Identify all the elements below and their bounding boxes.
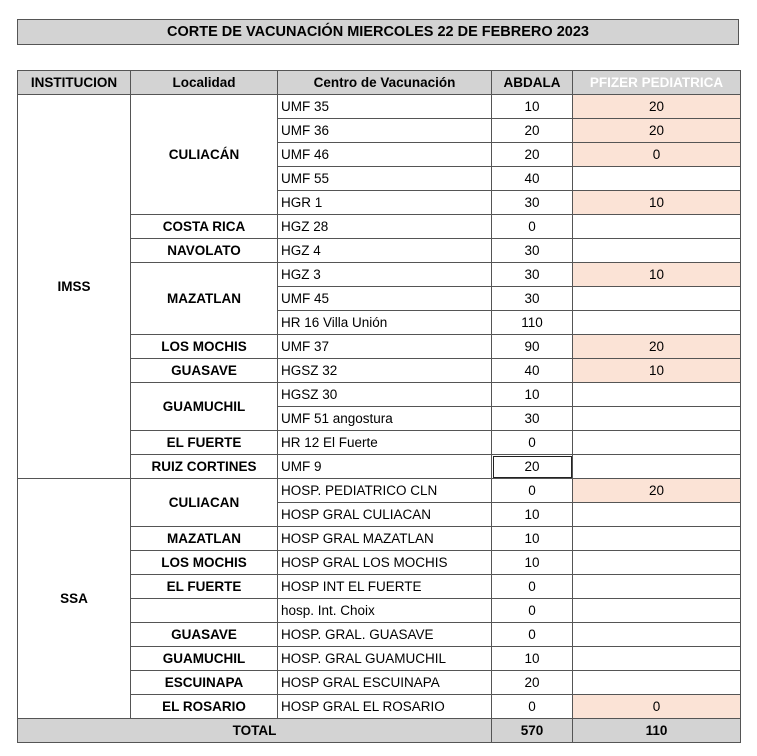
abdala-cell[interactable]: 0: [492, 431, 573, 455]
abdala-cell[interactable]: 0: [492, 695, 573, 719]
center-cell[interactable]: UMF 55: [278, 167, 492, 191]
pfizer-cell[interactable]: 20: [573, 119, 741, 143]
locality-cell[interactable]: EL FUERTE: [131, 575, 278, 599]
center-cell[interactable]: HGZ 28: [278, 215, 492, 239]
abdala-cell[interactable]: 20: [492, 671, 573, 695]
abdala-cell[interactable]: 30: [492, 263, 573, 287]
pfizer-cell[interactable]: [573, 383, 741, 407]
abdala-cell[interactable]: 30: [492, 407, 573, 431]
center-cell[interactable]: HGSZ 32: [278, 359, 492, 383]
total-row: [18, 719, 741, 743]
vaccination-table: [17, 70, 740, 743]
center-cell[interactable]: HOSP. GRAL. GUASAVE: [278, 623, 492, 647]
abdala-cell[interactable]: 0: [492, 479, 573, 503]
center-cell[interactable]: UMF 46: [278, 143, 492, 167]
header-centro[interactable]: Centro de Vacunación: [278, 71, 492, 95]
table-row: [18, 479, 741, 503]
pfizer-cell[interactable]: [573, 623, 741, 647]
pfizer-cell[interactable]: [573, 671, 741, 695]
center-cell[interactable]: HGZ 4: [278, 239, 492, 263]
table-row: [18, 95, 741, 119]
report-title: CORTE DE VACUNACIÓN MIERCOLES 22 DE FEBRERO 2023: [17, 19, 739, 45]
locality-cell[interactable]: GUAMUCHIL: [131, 647, 278, 671]
locality-cell[interactable]: MAZATLAN: [131, 263, 278, 335]
abdala-cell[interactable]: 90: [492, 335, 573, 359]
center-cell[interactable]: HOSP GRAL CULIACAN: [278, 503, 492, 527]
center-cell[interactable]: UMF 9: [278, 455, 492, 479]
total-label[interactable]: TOTAL: [18, 719, 492, 743]
abdala-cell[interactable]: 10: [492, 383, 573, 407]
center-cell[interactable]: UMF 35: [278, 95, 492, 119]
center-cell[interactable]: HOSP GRAL LOS MOCHIS: [278, 551, 492, 575]
center-cell[interactable]: HOSP INT EL FUERTE: [278, 575, 492, 599]
total-abdala[interactable]: 570: [492, 719, 573, 743]
pfizer-cell[interactable]: [573, 599, 741, 623]
pfizer-cell[interactable]: [573, 527, 741, 551]
locality-cell[interactable]: EL FUERTE: [131, 431, 278, 455]
pfizer-cell[interactable]: 10: [573, 263, 741, 287]
abdala-cell[interactable]: 10: [492, 527, 573, 551]
abdala-cell[interactable]: 10: [492, 503, 573, 527]
abdala-cell[interactable]: 0: [492, 215, 573, 239]
pfizer-cell[interactable]: [573, 647, 741, 671]
abdala-cell[interactable]: 40: [492, 359, 573, 383]
pfizer-cell[interactable]: 20: [573, 335, 741, 359]
abdala-cell[interactable]: 10: [492, 95, 573, 119]
center-cell[interactable]: HOSP. GRAL GUAMUCHIL: [278, 647, 492, 671]
abdala-cell[interactable]: 10: [492, 647, 573, 671]
table-header-row: [18, 71, 741, 95]
abdala-cell[interactable]: 30: [492, 287, 573, 311]
abdala-cell[interactable]: 10: [492, 551, 573, 575]
center-cell[interactable]: HR 16 Villa Unión: [278, 311, 492, 335]
pfizer-cell[interactable]: [573, 503, 741, 527]
locality-cell[interactable]: RUIZ CORTINES: [131, 455, 278, 479]
locality-cell[interactable]: CULIACAN: [131, 479, 278, 527]
pfizer-cell[interactable]: [573, 431, 741, 455]
locality-cell[interactable]: GUAMUCHIL: [131, 383, 278, 431]
abdala-cell[interactable]: 30: [492, 191, 573, 215]
pfizer-cell[interactable]: [573, 239, 741, 263]
pfizer-cell[interactable]: [573, 551, 741, 575]
center-cell[interactable]: hosp. Int. Choix: [278, 599, 492, 623]
center-cell[interactable]: HOSP GRAL EL ROSARIO: [278, 695, 492, 719]
header-abdala[interactable]: ABDALA: [492, 71, 573, 95]
pfizer-cell[interactable]: 20: [573, 479, 741, 503]
pfizer-cell[interactable]: [573, 287, 741, 311]
header-institucion[interactable]: INSTITUCION: [18, 71, 131, 95]
abdala-cell[interactable]: 0: [492, 599, 573, 623]
center-cell[interactable]: HGSZ 30: [278, 383, 492, 407]
locality-cell[interactable]: [131, 599, 278, 623]
pfizer-cell[interactable]: [573, 167, 741, 191]
header-pfizer[interactable]: PFIZER PEDIATRICA: [573, 71, 741, 95]
locality-cell[interactable]: MAZATLAN: [131, 527, 278, 551]
center-cell[interactable]: HGZ 3: [278, 263, 492, 287]
center-cell[interactable]: UMF 36: [278, 119, 492, 143]
locality-cell[interactable]: EL ROSARIO: [131, 695, 278, 719]
pfizer-cell[interactable]: 20: [573, 95, 741, 119]
locality-cell[interactable]: COSTA RICA: [131, 215, 278, 239]
total-pfizer[interactable]: 110: [573, 719, 741, 743]
institution-cell[interactable]: IMSS: [18, 95, 131, 479]
abdala-cell[interactable]: 40: [492, 167, 573, 191]
pfizer-cell[interactable]: [573, 311, 741, 335]
locality-cell[interactable]: GUASAVE: [131, 623, 278, 647]
abdala-cell[interactable]: 0: [492, 623, 573, 647]
center-cell[interactable]: HOSP GRAL MAZATLAN: [278, 527, 492, 551]
center-cell[interactable]: HOSP GRAL ESCUINAPA: [278, 671, 492, 695]
abdala-cell[interactable]: 30: [492, 239, 573, 263]
abdala-cell[interactable]: 20: [492, 143, 573, 167]
pfizer-cell[interactable]: [573, 575, 741, 599]
center-cell[interactable]: HOSP. PEDIATRICO CLN: [278, 479, 492, 503]
table-body: [18, 95, 741, 743]
center-cell[interactable]: UMF 51 angostura: [278, 407, 492, 431]
center-cell[interactable]: HGR 1: [278, 191, 492, 215]
header-localidad[interactable]: Localidad: [131, 71, 278, 95]
abdala-cell[interactable]: 20: [492, 119, 573, 143]
center-cell[interactable]: HR 12 El Fuerte: [278, 431, 492, 455]
center-cell[interactable]: UMF 37: [278, 335, 492, 359]
pfizer-cell[interactable]: 10: [573, 359, 741, 383]
pfizer-cell[interactable]: 0: [573, 695, 741, 719]
pfizer-cell[interactable]: [573, 215, 741, 239]
locality-cell[interactable]: LOS MOCHIS: [131, 551, 278, 575]
abdala-cell[interactable]: 110: [492, 311, 573, 335]
locality-cell[interactable]: ESCUINAPA: [131, 671, 278, 695]
pfizer-cell[interactable]: [573, 455, 741, 479]
abdala-cell[interactable]: 20: [492, 455, 573, 479]
locality-cell[interactable]: NAVOLATO: [131, 239, 278, 263]
pfizer-cell[interactable]: [573, 407, 741, 431]
center-cell[interactable]: UMF 45: [278, 287, 492, 311]
locality-cell[interactable]: CULIACÁN: [131, 95, 278, 215]
abdala-cell[interactable]: 0: [492, 575, 573, 599]
locality-cell[interactable]: GUASAVE: [131, 359, 278, 383]
institution-cell[interactable]: SSA: [18, 479, 131, 719]
pfizer-cell[interactable]: 0: [573, 143, 741, 167]
pfizer-cell[interactable]: 10: [573, 191, 741, 215]
locality-cell[interactable]: LOS MOCHIS: [131, 335, 278, 359]
